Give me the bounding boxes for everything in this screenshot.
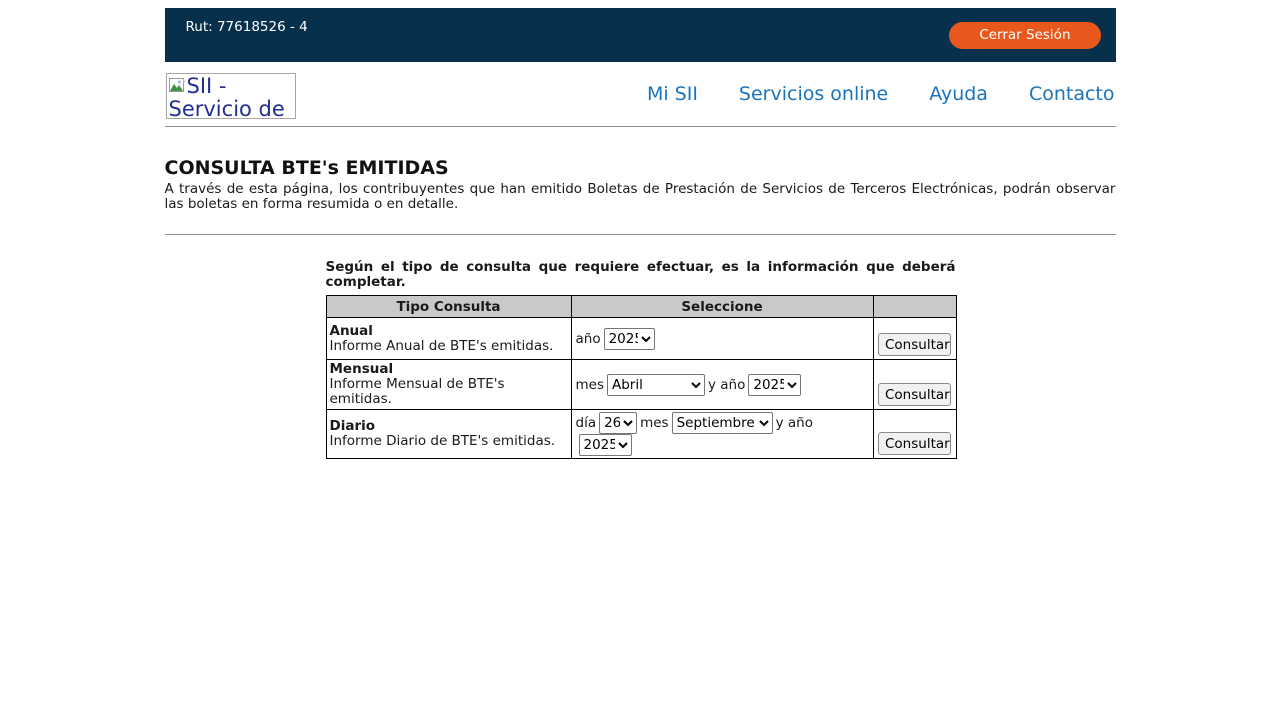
anual-title: Anual <box>329 322 373 339</box>
section-divider <box>165 234 1116 235</box>
mensual-title: Mensual <box>329 361 394 377</box>
anual-consultar-button[interactable]: Consultar <box>878 333 951 356</box>
nav-contacto[interactable]: Contacto <box>1028 83 1115 105</box>
mensual-description: Informe Mensual de BTE's emitidas. <box>329 376 505 407</box>
cerrar-sesion-button[interactable]: Cerrar Sesión <box>949 22 1100 49</box>
instruction-text: Según el tipo de consulta que requiere efectuar, es la información que deberá completar. <box>325 259 956 290</box>
table-row-anual <box>326 318 956 360</box>
diario-day-label: día <box>575 415 597 431</box>
consulta-section <box>326 260 956 459</box>
page-container <box>165 8 1116 459</box>
header-empty <box>873 296 956 318</box>
consulta-table <box>326 295 957 459</box>
diario-description: Informe Diario de BTE's emitidas. <box>329 433 556 449</box>
diario-year-select[interactable] <box>579 434 632 456</box>
anual-year-label: año <box>575 330 601 347</box>
broken-image-icon <box>169 78 186 93</box>
topbar <box>165 8 1116 62</box>
mensual-year-select[interactable] <box>748 374 801 396</box>
diario-month-select[interactable] <box>672 412 773 434</box>
table-row-diario <box>326 410 956 459</box>
mensual-year-label: y año <box>708 376 746 393</box>
mensual-consultar-button[interactable]: Consultar <box>878 383 951 406</box>
diario-day-select[interactable] <box>599 412 637 434</box>
header-tipo-consulta: Tipo Consulta <box>326 296 571 318</box>
mensual-button-cell <box>873 360 956 410</box>
logo-alt-text: SII - Servicio de <box>168 74 285 119</box>
page-title: CONSULTA BTE's EMITIDAS <box>164 157 449 179</box>
table-row-mensual <box>326 360 956 410</box>
anual-tipo-cell <box>326 318 571 360</box>
mensual-tipo-cell <box>326 360 571 410</box>
anual-button-cell <box>873 318 956 360</box>
nav-mi-sii[interactable]: Mi SII <box>646 83 698 105</box>
site-header <box>165 62 1116 127</box>
diario-consultar-button[interactable]: Consultar <box>878 432 951 455</box>
main-nav <box>647 83 1115 105</box>
diario-year-label: y año <box>775 415 813 431</box>
diario-button-cell <box>873 410 956 459</box>
sii-logo-broken-image[interactable] <box>166 73 296 119</box>
mensual-month-label: mes <box>575 376 604 393</box>
nav-ayuda[interactable]: Ayuda <box>929 83 988 105</box>
diario-select-cell <box>571 410 873 459</box>
main-content <box>165 127 1116 459</box>
header-seleccione: Seleccione <box>571 296 873 318</box>
rut-label: Rut: 77618526 - 4 <box>185 19 308 35</box>
anual-description: Informe Anual de BTE's emitidas. <box>329 337 554 354</box>
anual-select-cell <box>571 318 873 360</box>
mensual-select-cell <box>571 360 873 410</box>
diario-tipo-cell <box>326 410 571 459</box>
nav-servicios-online[interactable]: Servicios online <box>738 83 889 105</box>
diario-title: Diario <box>329 418 376 434</box>
mensual-month-select[interactable] <box>607 374 705 396</box>
diario-month-label: mes <box>640 415 669 431</box>
anual-year-select[interactable] <box>604 328 655 350</box>
table-header-row <box>326 296 956 318</box>
page-description: A través de esta página, los contribuyentes que han emitido Boletas de Prestación de Servicios de Terceros Electrónicas, podrán observar las boletas en forma resumida o en detalle. <box>164 181 1116 212</box>
